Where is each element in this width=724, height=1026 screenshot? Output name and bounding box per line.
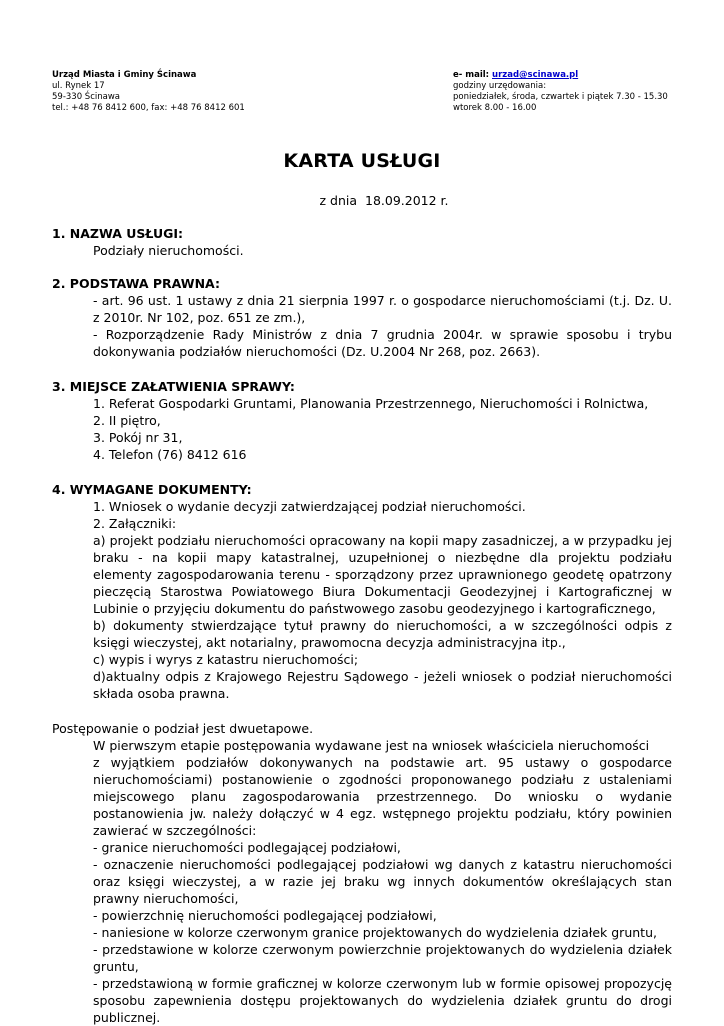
office-address-block [52,70,392,114]
office-phone-fax: tel.: +48 76 8412 600, fax: +48 76 8412 601 [52,103,245,113]
email-link[interactable]: urzad@scinawa.pl [492,70,579,80]
office-contact-block [453,70,703,114]
procedure-item: - oznaczenie nieruchomości podlegającej podziałowi wg danych z katastru nieruchomości oraz księgi wieczystej, a w razie jej braku wg innych dokumentów określających stan prawny nieruchomości, [93,857,672,906]
procedure-item: - przedstawioną w formie graficznej w kolorze czerwonym lub w formie opisowej propozycję sposobu zapewnienia dostępu projektowanych do wydzielenia działek gruntu do drogi publicznej. [93,976,672,1025]
section-line: 2. Załączniki: [93,516,177,531]
office-name: Urząd Miasta i Gminy Ścinawa [52,70,197,80]
procedure-item: - granice nieruchomości podlegającej podziałowi, [93,840,401,855]
section-line: b) dokumenty stwierdzające tytuł prawny do nieruchomości, a w szczególności odpis z księgi wieczystej, akt notarialny, prawomocna decyzja administracyjna itp., [93,618,672,650]
section-line: - Rozporządzenie Rady Ministrów z dnia 7 grudnia 2004r. w sprawie sposobu i trybu dokonywania podziałów nieruchomości (Dz. U.2004 Nr 268, poz. 2663). [93,327,672,359]
section-line: 2. II piętro, [93,413,161,428]
section-line: 4. Telefon (76) 8412 616 [93,447,247,462]
section-heading: 1. NAZWA USŁUGI: [52,226,184,241]
section-line: c) wypis i wyrys z katastru nieruchomości; [93,652,359,667]
document-date [0,193,724,208]
section-legal-basis [52,275,672,360]
procedure-item: - powierzchnię nieruchomości podlegającej podziałowi, [93,908,437,923]
section-line: 1. Wniosek o wydanie decyzji zatwierdzającej podział nieruchomości. [93,499,526,514]
procedure-text: z wyjątkiem podziałów dokonywanych na podstawie art. 95 ustawy o gospodarce nieruchomościami) postanowienie o zgodności proponowanego podziału z ustaleniami miejscowego planu zagospodarowania przestrzennego. Do wniosku o wydanie postanowienia jw. należy dołączyć w 4 egz. wstępnego projektu podziału, który powinien zawierać w szczególności: [93,755,672,838]
hours-line-1: poniedziałek, środa, czwartek i piątek 7.30 - 15.30 [453,92,668,102]
section-required-documents [52,481,672,702]
document-title: KARTA USŁUGI [283,150,441,172]
email-label: e- mail: [453,70,493,80]
procedure-intro: Postępowanie o podział jest dwuetapowe. [52,721,314,736]
section-line: 1. Referat Gospodarki Gruntami, Planowania Przestrzennego, Nieruchomości i Rolnictwa, [93,396,649,411]
procedure-item: - naniesione w kolorze czerwonym granice projektowanych do wydzielenia działek gruntu, [93,925,657,940]
procedure-item: - przedstawione w kolorze czerwonym powierzchnie projektowanych do wydzielenia działek gruntu, [93,942,672,974]
section-service-name [52,225,672,259]
section-heading: 2. PODSTAWA PRAWNA: [52,276,220,291]
section-line: Podziały nieruchomości. [93,243,244,258]
procedure-stage-1: W pierwszym etapie postępowania wydawane jest na wniosek właściciela nieruchomości [93,738,650,753]
section-location [52,378,672,463]
section-heading: 3. MIEJSCE ZAŁATWIENIA SPRAWY: [52,379,295,394]
section-heading: 4. WYMAGANE DOKUMENTY: [52,482,252,497]
office-city: 59-330 Ścinawa [52,92,120,102]
date-value: 18.09.2012 r. [365,193,449,208]
office-street: ul. Rynek 17 [52,81,105,91]
document-body [52,225,672,1026]
section-line: - art. 96 ust. 1 ustawy z dnia 21 sierpnia 1997 r. o gospodarce nieruchomościami (t.j. Dz. U. z 2010r. Nr 102, poz. 651 ze zm.), [93,293,672,325]
date-prefix: z dnia [319,193,358,208]
hours-label: godziny urzędowania: [453,81,547,91]
section-line: 3. Pokój nr 31, [93,430,183,445]
hours-line-2: wtorek 8.00 - 16.00 [453,103,537,113]
section-line: a) projekt podziału nieruchomości opracowany na kopii mapy zasadniczej, a w przypadku jej braku - na kopii mapy katastralnej, uzupełnionej o niezbędne dla projektu podziału elementy zagospodarowania terenu - sporządzony przez uprawnionego geodetę opatrzony pieczęcią Starostwa Powiatowego Biura Dokumentacji Geodezyjnej i Kartograficznej w Lubinie o przyjęciu dokumentu do państwowego zasobu geodezyjnego i kartograficznego, [93,533,672,616]
section-line: d)aktualny odpis z Krajowego Rejestru Sądowego - jeżeli wniosek o podział nieruchomości składa osoba prawna. [93,669,672,701]
section-procedure [52,720,672,1026]
